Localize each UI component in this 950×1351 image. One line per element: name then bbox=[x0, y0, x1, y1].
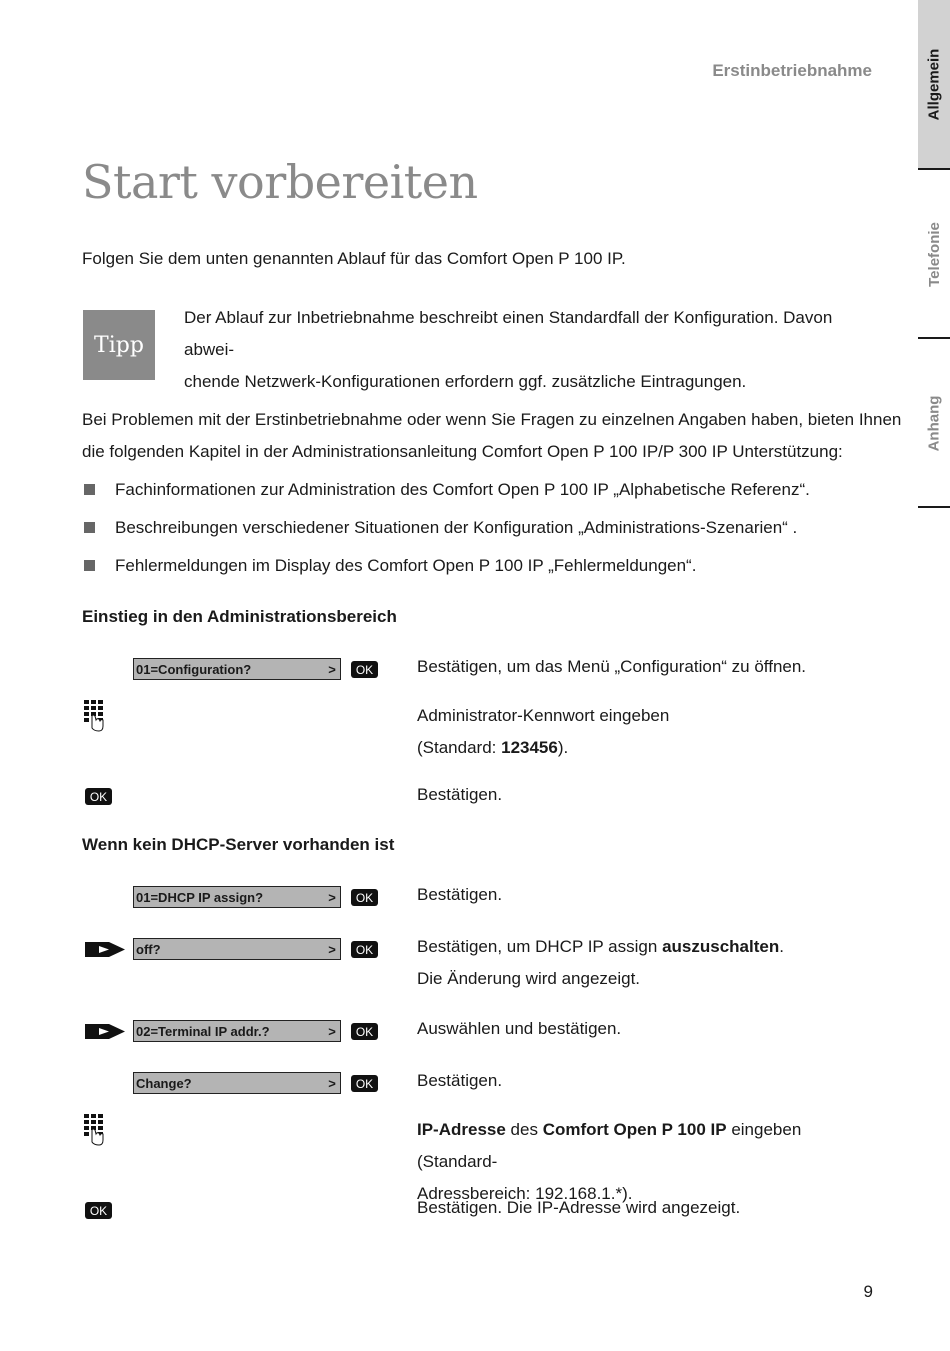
display-text: 02=Terminal IP addr.? bbox=[136, 1023, 270, 1039]
ok-key-icon: OK bbox=[351, 1023, 378, 1040]
text-run: eingeben (Standard- bbox=[417, 1120, 802, 1171]
display-configuration bbox=[133, 658, 341, 680]
tab-anhang[interactable] bbox=[918, 339, 950, 507]
text-bold: IP-Adresse bbox=[417, 1120, 506, 1139]
step-line: Adressbereich: 192.168.1.*). bbox=[417, 1184, 633, 1203]
ok-key-icon: OK bbox=[351, 941, 378, 958]
text-run: des bbox=[505, 1120, 543, 1139]
step-text: Bestätigen, um das Menü „Configuration“ zu öffnen. bbox=[417, 657, 807, 676]
step-text: Auswählen und bestätigen. bbox=[417, 1019, 622, 1038]
list-item: Fachinformationen zur Administration des Comfort Open P 100 IP „Alphabetische Referenz“. bbox=[115, 480, 810, 499]
bullet-square bbox=[84, 484, 95, 495]
text-run: . bbox=[779, 937, 784, 956]
nav-right-icon bbox=[85, 1024, 125, 1039]
text-run: (Standard: bbox=[417, 738, 502, 757]
tip-badge: Tipp bbox=[83, 310, 155, 380]
display-arrow: > bbox=[328, 1075, 336, 1091]
bullet-square bbox=[84, 522, 95, 533]
step-line bbox=[417, 732, 877, 764]
ok-key-icon: OK bbox=[351, 889, 378, 906]
tab-label: Telefonie bbox=[925, 221, 943, 287]
ok-key-icon: OK bbox=[351, 661, 378, 678]
tab-divider bbox=[918, 506, 950, 508]
display-off bbox=[133, 938, 341, 960]
display-arrow: > bbox=[328, 941, 336, 957]
section-heading-admin: Einstieg in den Administrationsbereich bbox=[82, 607, 397, 626]
display-text: 01=Configuration? bbox=[136, 661, 252, 677]
ok-key-icon: OK bbox=[85, 1202, 112, 1219]
keypad-icon bbox=[82, 1112, 108, 1146]
list-item: Beschreibungen verschiedener Situationen der Konfiguration „Administrations-Szenarien“ . bbox=[115, 518, 798, 537]
display-arrow: > bbox=[328, 661, 336, 677]
step-line: Administrator-Kennwort eingeben bbox=[417, 706, 670, 725]
list-item: Fehlermeldungen im Display des Comfort Open P 100 IP „Fehlermeldungen“. bbox=[115, 556, 697, 575]
nav-right-icon bbox=[85, 942, 125, 957]
display-change bbox=[133, 1072, 341, 1094]
tab-telefonie[interactable] bbox=[918, 170, 950, 338]
display-text: 01=DHCP IP assign? bbox=[136, 889, 264, 905]
page-title: Start vorbereiten bbox=[82, 155, 478, 209]
step-text bbox=[417, 931, 877, 995]
step-text: Bestätigen. bbox=[417, 1071, 503, 1090]
ok-key-icon: OK bbox=[85, 788, 112, 805]
problems-line: die folgenden Kapitel in der Administrationsanleitung Comfort Open P 100 IP/P 300 IP Unterstützung: bbox=[82, 442, 843, 461]
step-text: Bestätigen. bbox=[417, 885, 503, 904]
tip-line: chende Netzwerk-Konfigurationen erfordern ggf. zusätzliche Eintragungen. bbox=[184, 372, 747, 391]
step-line: Die Änderung wird angezeigt. bbox=[417, 969, 641, 988]
tab-label: Anhang bbox=[925, 395, 943, 451]
ok-key-icon: OK bbox=[351, 1075, 378, 1092]
text-bold: auszuschalten bbox=[662, 937, 780, 956]
text-run: ). bbox=[557, 738, 569, 757]
keypad-icon bbox=[82, 698, 108, 732]
display-dhcp bbox=[133, 886, 341, 908]
step-text: Bestätigen. Die IP-Adresse wird angezeigt. bbox=[417, 1198, 741, 1217]
step-line bbox=[417, 1114, 877, 1178]
default-password: 123456 bbox=[501, 738, 558, 757]
intro-text: Folgen Sie dem unten genannten Ablauf für das Comfort Open P 100 IP. bbox=[82, 249, 626, 268]
text-run: Bestätigen, um DHCP IP assign bbox=[417, 937, 663, 956]
section-heading-dhcp: Wenn kein DHCP-Server vorhanden ist bbox=[82, 835, 395, 854]
step-text: Bestätigen. bbox=[417, 785, 503, 804]
step-text bbox=[417, 700, 877, 764]
page-number: 9 bbox=[863, 1282, 873, 1301]
problems-text bbox=[82, 404, 901, 468]
tab-label: Allgemein bbox=[925, 48, 943, 120]
tip-line: Der Ablauf zur Inbetriebnahme beschreibt einen Standardfall der Konfiguration. Davon abwei- bbox=[184, 308, 833, 359]
display-arrow: > bbox=[328, 1023, 336, 1039]
bullet-square bbox=[84, 560, 95, 571]
running-header: Erstinbetriebnahme bbox=[712, 61, 872, 80]
text-bold: Comfort Open P 100 IP bbox=[542, 1120, 727, 1139]
display-terminal-ip bbox=[133, 1020, 341, 1042]
tab-allgemein[interactable] bbox=[918, 0, 950, 168]
display-text: Change? bbox=[136, 1075, 192, 1091]
display-arrow: > bbox=[328, 889, 336, 905]
display-text: off? bbox=[136, 941, 161, 957]
problems-line: Bei Problemen mit der Erstinbetriebnahme oder wenn Sie Fragen zu einzelnen Angaben haben, bieten Ihnen bbox=[82, 410, 902, 429]
tip-text bbox=[184, 302, 874, 398]
step-line bbox=[417, 931, 877, 963]
